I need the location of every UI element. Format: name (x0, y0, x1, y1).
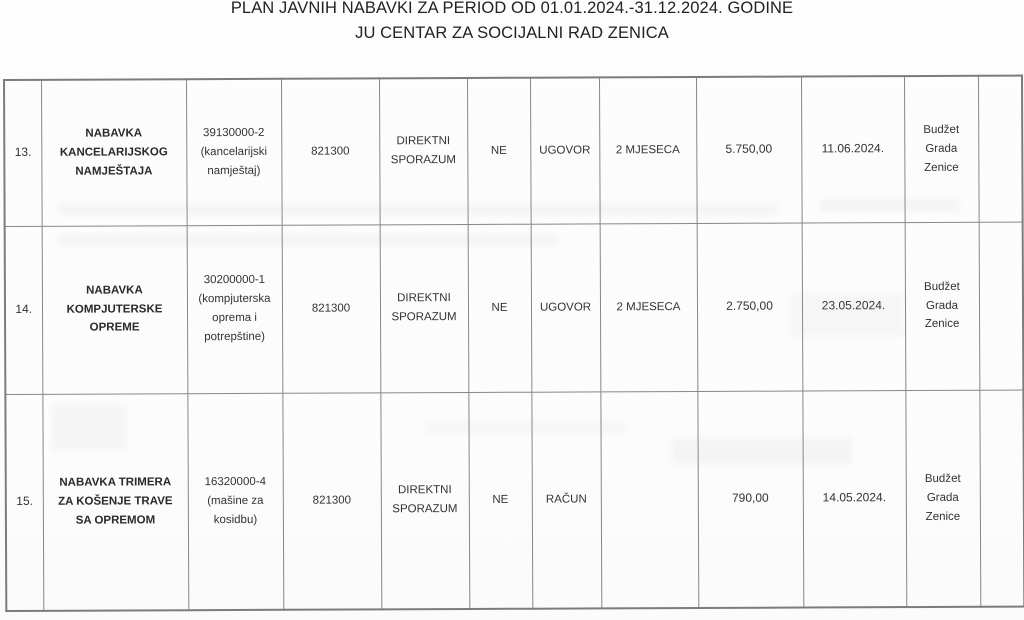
cell-amount: 5.750,00 (696, 77, 802, 223)
cell-row-number: 13. (4, 80, 42, 226)
cell-cpv-code: 30200000-1 (kompjuterska oprema i potrepštine) (187, 225, 283, 393)
cell-date: 11.06.2024. (801, 76, 905, 222)
cell-framework: NE (468, 224, 532, 392)
cell-economic-code: 821300 (282, 224, 381, 392)
cell-duration: 2 MJESECA (599, 77, 697, 223)
procurement-table (3, 75, 1024, 612)
title-line-2: JU CENTAR ZA SOCIJALNI RAD ZENICA (355, 24, 669, 42)
document-title (0, 0, 1024, 46)
cell-funding-source: Budžet Grada Zenice (905, 390, 980, 607)
cell-duration: 2 MJESECA (600, 223, 698, 391)
cell-framework: NE (468, 392, 532, 609)
cell-economic-code: 821300 (282, 392, 381, 609)
cell-framework: NE (467, 78, 531, 224)
cell-subject: NABAVKA KOMPJUTERSKE OPREME (42, 225, 188, 394)
cell-row-number: 15. (5, 394, 43, 611)
title-line-1: PLAN JAVNIH NABAVKI ZA PERIOD OD 01.01.2024.-31.12.2024. GODINE (230, 0, 794, 17)
cell-date: 23.05.2024. (802, 222, 906, 390)
cell-amount: 790,00 (697, 391, 803, 608)
cell-empty (979, 390, 1024, 607)
cell-subject: NABAVKA KANCELARIJSKOG NAMJEŠTAJA (41, 79, 187, 226)
cell-contract-type: UGOVOR (531, 223, 601, 391)
cell-contract-type: UGOVOR (530, 77, 600, 223)
cell-procedure: DIREKTNI SPORAZUM (379, 78, 468, 224)
cell-amount: 2.750,00 (697, 223, 803, 391)
cell-subject: NABAVKA TRIMERA ZA KOŠENJE TRAVE SA OPREMOM (42, 393, 188, 611)
table-row-13 (4, 76, 1023, 226)
cell-funding-source: Budžet Grada Zenice (904, 76, 979, 222)
cell-duration (600, 391, 698, 608)
cell-contract-type: RAČUN (531, 391, 601, 608)
cell-empty (979, 222, 1024, 390)
cell-procedure: DIREKTNI SPORAZUM (380, 392, 469, 609)
table-row-15 (5, 390, 1024, 611)
cell-procedure: DIREKTNI SPORAZUM (380, 224, 469, 392)
cell-cpv-code: 16320000-4 (mašine za kosidbu) (187, 393, 283, 610)
cell-empty (978, 76, 1023, 222)
cell-economic-code: 821300 (281, 78, 380, 224)
table-row-14 (5, 222, 1024, 394)
cell-cpv-code: 39130000-2 (kancelarijski namještaj) (186, 79, 282, 225)
cell-date: 14.05.2024. (802, 390, 906, 607)
cell-row-number: 14. (5, 226, 43, 394)
cell-funding-source: Budžet Grada Zenice (905, 222, 980, 390)
